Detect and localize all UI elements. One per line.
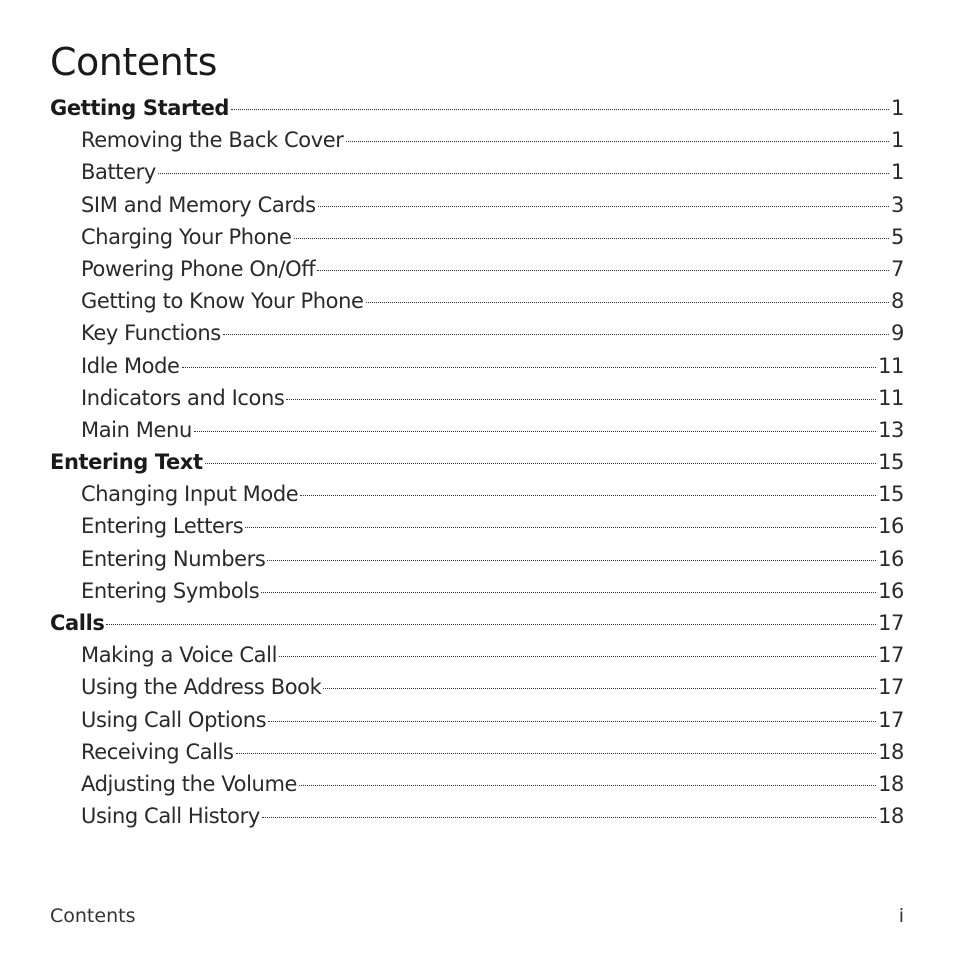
toc-entry-page-number: 18 — [878, 739, 904, 764]
dot-leader — [346, 141, 889, 142]
toc-entry-label: Key Functions — [81, 321, 221, 346]
toc-section-entry[interactable] — [50, 189, 904, 221]
toc-entry-label: Idle Mode — [81, 353, 180, 378]
toc-section-entry[interactable] — [50, 639, 904, 671]
toc-entry-label: Powering Phone On/Off — [81, 256, 316, 281]
dot-leader — [286, 399, 876, 400]
toc-entry-label: Battery — [81, 160, 156, 185]
footer-page-number: i — [898, 905, 904, 927]
dot-leader — [323, 688, 876, 689]
toc-entry-page-number: 9 — [891, 321, 904, 346]
toc-section-entry[interactable] — [50, 768, 904, 800]
toc-entry-page-number: 1 — [891, 96, 904, 120]
toc-entry-page-number: 15 — [878, 482, 904, 507]
dot-leader — [182, 367, 877, 368]
page-title: Contents — [50, 40, 217, 84]
table-of-contents — [50, 92, 904, 832]
toc-section-entry[interactable] — [50, 414, 904, 446]
dot-leader — [205, 463, 876, 464]
toc-chapter-entry[interactable] — [50, 446, 904, 478]
dot-leader — [231, 109, 889, 110]
toc-section-entry[interactable] — [50, 510, 904, 542]
toc-entry-page-number: 17 — [878, 675, 904, 700]
toc-section-entry[interactable] — [50, 382, 904, 414]
toc-entry-page-number: 8 — [891, 289, 904, 314]
dot-leader — [245, 527, 876, 528]
toc-entry-page-number: 11 — [878, 385, 904, 410]
toc-entry-page-number: 17 — [878, 643, 904, 668]
toc-entry-label: Changing Input Mode — [81, 482, 299, 507]
toc-entry-label: Making a Voice Call — [81, 643, 278, 668]
toc-entry-label: SIM and Memory Cards — [81, 192, 316, 217]
toc-entry-label: Getting to Know Your Phone — [81, 289, 364, 314]
toc-entry-label: Receiving Calls — [81, 739, 234, 764]
dot-leader — [158, 173, 889, 174]
toc-section-entry[interactable] — [50, 350, 904, 382]
toc-section-entry[interactable] — [50, 671, 904, 703]
dot-leader — [318, 206, 889, 207]
toc-entry-page-number: 17 — [878, 611, 904, 635]
toc-section-entry[interactable] — [50, 575, 904, 607]
dot-leader — [262, 817, 876, 818]
toc-section-entry[interactable] — [50, 221, 904, 253]
toc-entry-label: Entering Text — [50, 450, 203, 475]
toc-entry-label: Charging Your Phone — [81, 224, 292, 249]
toc-entry-label: Entering Letters — [81, 514, 244, 539]
dot-leader — [294, 238, 889, 239]
toc-entry-page-number: 13 — [878, 417, 904, 442]
toc-section-entry[interactable] — [50, 317, 904, 349]
toc-entry-page-number: 1 — [891, 128, 904, 153]
footer-section-name: Contents — [50, 905, 136, 927]
toc-entry-page-number: 1 — [891, 160, 904, 185]
toc-section-entry[interactable] — [50, 156, 904, 188]
dot-leader — [299, 785, 876, 786]
dot-leader — [279, 656, 876, 657]
dot-leader — [194, 431, 876, 432]
toc-section-entry[interactable] — [50, 736, 904, 768]
toc-entry-label: Main Menu — [81, 417, 192, 442]
dot-leader — [317, 270, 889, 271]
toc-section-entry[interactable] — [50, 285, 904, 317]
toc-entry-label: Removing the Back Cover — [81, 128, 344, 153]
dot-leader — [106, 624, 876, 625]
toc-chapter-entry[interactable] — [50, 607, 904, 639]
toc-entry-page-number: 16 — [878, 578, 904, 603]
dot-leader — [267, 560, 876, 561]
toc-entry-page-number: 16 — [878, 546, 904, 571]
dot-leader — [268, 721, 876, 722]
toc-entry-page-number: 16 — [878, 514, 904, 539]
toc-entry-label: Calls — [50, 611, 105, 635]
toc-entry-label: Indicators and Icons — [81, 385, 285, 410]
toc-entry-label: Using Call Options — [81, 707, 267, 732]
toc-entry-page-number: 5 — [891, 224, 904, 249]
toc-entry-page-number: 7 — [891, 256, 904, 281]
dot-leader — [300, 495, 876, 496]
toc-entry-page-number: 3 — [891, 192, 904, 217]
toc-entry-page-number: 18 — [878, 771, 904, 796]
toc-entry-label: Using Call History — [81, 804, 260, 829]
toc-entry-label: Getting Started — [50, 96, 230, 120]
toc-section-entry[interactable] — [50, 253, 904, 285]
toc-entry-page-number: 11 — [878, 353, 904, 378]
dot-leader — [236, 753, 876, 754]
toc-entry-page-number: 17 — [878, 707, 904, 732]
dot-leader — [223, 334, 889, 335]
dot-leader — [261, 592, 876, 593]
toc-section-entry[interactable] — [50, 800, 904, 832]
toc-section-entry[interactable] — [50, 478, 904, 510]
toc-entry-label: Adjusting the Volume — [81, 771, 298, 796]
toc-entry-label: Entering Numbers — [81, 546, 266, 571]
toc-chapter-entry[interactable] — [50, 92, 904, 124]
dot-leader — [366, 302, 890, 303]
toc-entry-label: Entering Symbols — [81, 578, 260, 603]
toc-section-entry[interactable] — [50, 124, 904, 156]
toc-entry-label: Using the Address Book — [81, 675, 322, 700]
toc-section-entry[interactable] — [50, 704, 904, 736]
toc-entry-page-number: 18 — [878, 804, 904, 829]
toc-entry-page-number: 15 — [878, 450, 904, 475]
toc-section-entry[interactable] — [50, 543, 904, 575]
